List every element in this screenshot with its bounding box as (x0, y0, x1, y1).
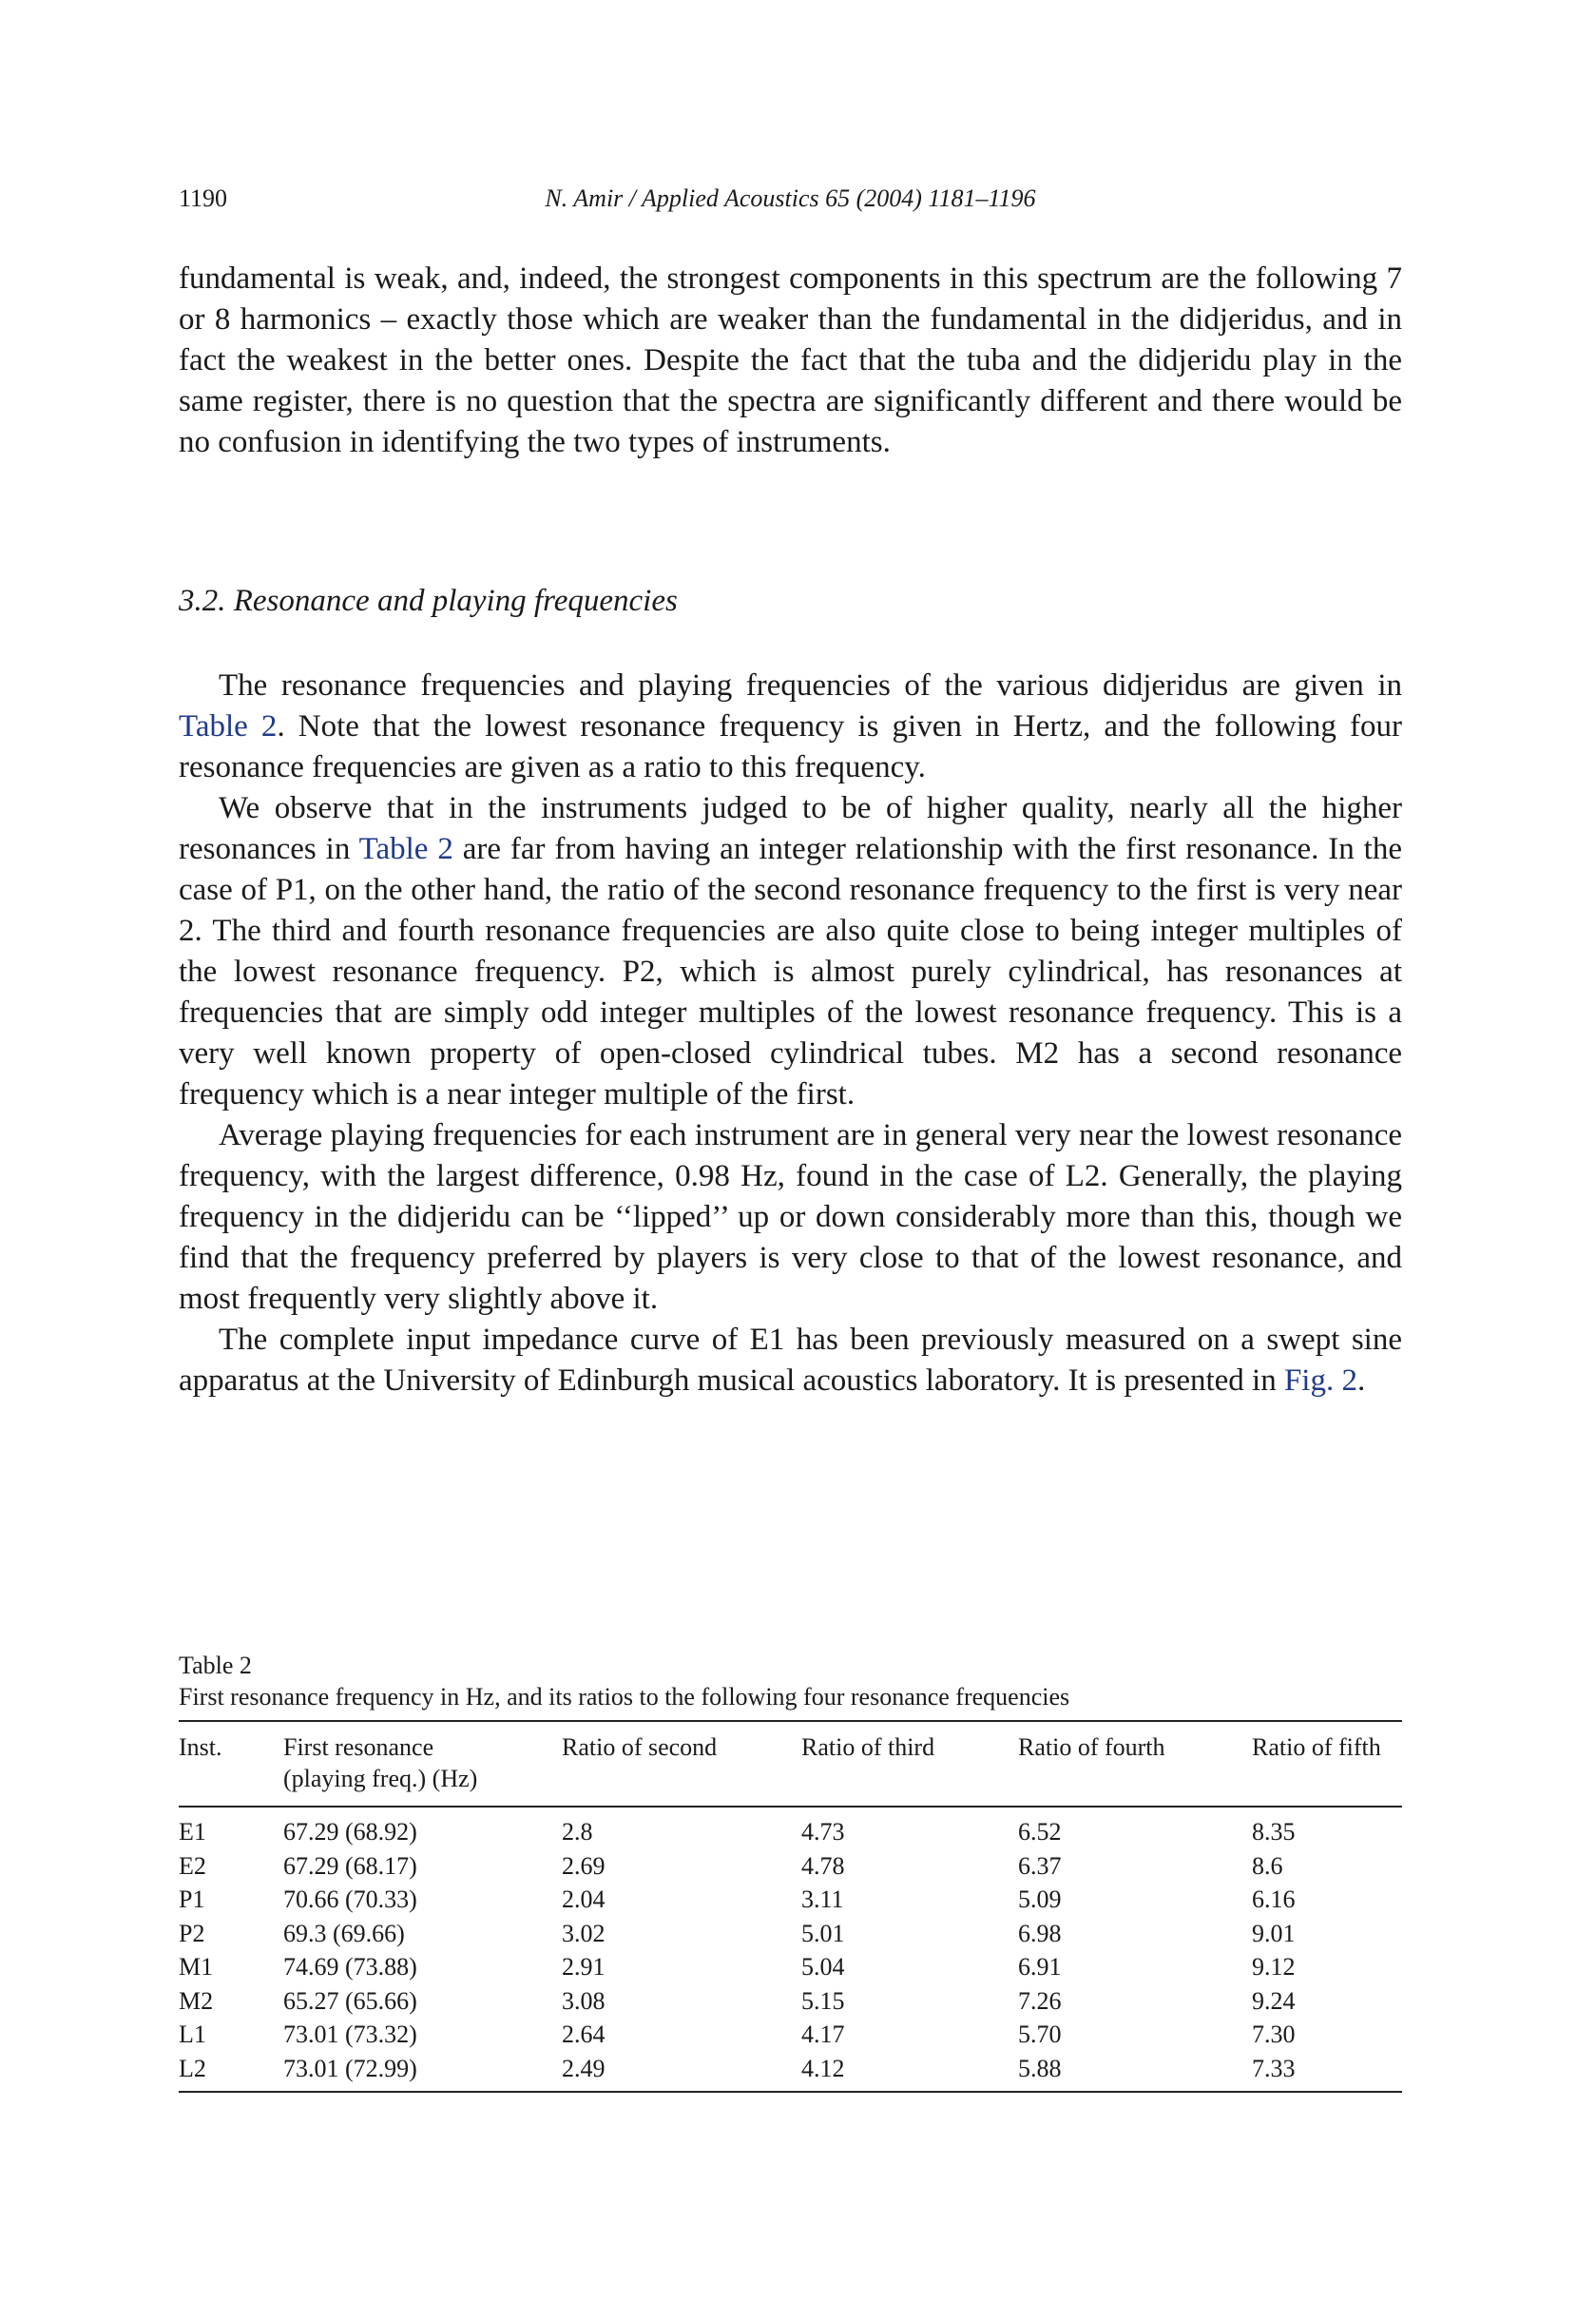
running-head (179, 184, 1402, 219)
table-cell: 8.35 (1252, 1818, 1296, 1846)
table-row (179, 1950, 1402, 1984)
column-header: Ratio of fifth (1252, 1721, 1402, 1807)
table-row (179, 1917, 1402, 1951)
section-heading: 3.2. Resonance and playing frequencies (179, 584, 678, 618)
table-cell: 8.6 (1252, 1851, 1283, 1880)
instrument-cell: P2 (179, 1919, 205, 1947)
table-cell: 6.98 (1018, 1919, 1062, 1947)
paragraph (179, 1320, 1402, 1402)
body-block-2 (179, 666, 1402, 1402)
table-cell: 69.3 (69.66) (283, 1919, 405, 1947)
table-cell: 9.24 (1252, 1986, 1296, 2015)
paragraph: Average playing frequencies for each instrument are in general very near the lowest resonance frequency, with the largest difference, 0.98 Hz, found in the case of L2. Generally, the playing frequency in the didjeridu can be ‘‘lipped’’ up or down considerably more than this, though we find that the frequency preferred by players is very close to that of the lowest resonance, and most frequently very slightly above it. (179, 1118, 1402, 1316)
table-cell: 73.01 (72.99) (283, 2052, 562, 2093)
instrument-cell: L1 (179, 2020, 206, 2048)
table-cell: 74.69 (73.88) (283, 1953, 417, 1981)
instrument-cell: P1 (179, 1885, 205, 1913)
table-cell: 7.26 (1018, 1986, 1062, 2015)
instrument-cell: E1 (179, 1818, 206, 1846)
table-cell: 3.02 (562, 1919, 606, 1947)
table-2-link[interactable]: Table 2 (179, 709, 278, 744)
paragraph (179, 666, 1402, 788)
table-cell: 6.91 (1018, 1953, 1062, 1981)
paragraph-text: The complete input impedance curve of E1 has been previously measured on a swept sine apparatus at the University of Edinburgh musical acoustics laboratory. It is presented in (179, 1323, 1402, 1398)
table-row (179, 2018, 1402, 2052)
instrument-cell: L2 (179, 2052, 283, 2093)
table-cell: 2.91 (562, 1953, 606, 1981)
table-cell: 6.37 (1018, 1851, 1062, 1880)
table-cell: 3.08 (562, 1986, 606, 2015)
figure-2-link[interactable]: Fig. 2 (1283, 1363, 1357, 1398)
table-cell: 70.66 (70.33) (283, 1885, 417, 1913)
journal-citation: N. Amir / Applied Acoustics 65 (2004) 1181–1196 (545, 184, 1036, 212)
table-cell: 9.12 (1252, 1953, 1296, 1981)
instrument-cell: E2 (179, 1851, 206, 1880)
table-cell: 2.04 (562, 1885, 606, 1913)
table-cell: 6.16 (1252, 1885, 1296, 1913)
table-cell: 2.49 (562, 2052, 801, 2093)
table-2 (179, 1650, 1402, 2093)
table-cell: 5.04 (801, 1953, 845, 1981)
table-cell: 2.69 (562, 1851, 606, 1880)
table-row (179, 2052, 1402, 2093)
column-header (283, 1721, 562, 1807)
table-cell: 5.09 (1018, 1885, 1062, 1913)
column-header-line: (playing freq.) (Hz) (283, 1765, 478, 1792)
table-cell: 67.29 (68.92) (283, 1818, 417, 1846)
table-cell: 7.33 (1252, 2052, 1402, 2093)
table-cell: 6.52 (1018, 1818, 1062, 1846)
table-cell: 5.88 (1018, 2052, 1252, 2093)
table-cell: 4.73 (801, 1818, 845, 1846)
column-header: Ratio of third (801, 1721, 1018, 1807)
table-cell: 5.70 (1018, 2020, 1062, 2048)
table-cell: 9.01 (1252, 1919, 1296, 1947)
column-header-line: First resonance (283, 1733, 434, 1761)
paragraph (179, 788, 1402, 1115)
table-cell: 67.29 (68.17) (283, 1851, 417, 1880)
instrument-cell: M2 (179, 1986, 214, 2015)
table-cell: 65.27 (65.66) (283, 1986, 417, 2015)
table-cell: 4.12 (801, 2052, 1018, 2093)
table-row (179, 1883, 1402, 1917)
table-row (179, 1849, 1402, 1884)
table-cell: 3.11 (801, 1885, 844, 1913)
table-row (179, 1807, 1402, 1849)
table-cell: 2.64 (562, 2020, 606, 2048)
paragraph-text: . (1356, 1363, 1366, 1398)
table-cell: 4.17 (801, 2020, 845, 2048)
column-header: Inst. (179, 1721, 283, 1807)
page-number: 1190 (179, 184, 228, 212)
table-2-link[interactable]: Table 2 (358, 832, 453, 866)
body-block-1 (179, 259, 1402, 463)
paragraph: fundamental is weak, and, indeed, the strongest components in this spectrum are the following 7 or 8 harmonics – exactly those which are weaker than the fundamental in the didjeridus, and in fact the weakest in the better ones. Despite the fact that the tuba and the didjeridu play in the same register, there is no question that the spectra are significantly different and there would be no confusion in identifying the two types of instruments. (179, 261, 1402, 459)
table-cell: 73.01 (73.32) (283, 2020, 417, 2048)
table-cell: 4.78 (801, 1851, 845, 1880)
paragraph-text: are far from having an integer relationship with the first resonance. In the case of P1, on the other hand, the ratio of the second resonance frequency to the first is very near 2. The third and fourth resonance frequencies are also quite close to being integer multiples of the lowest resonance frequency. P2, which is almost purely cylindrical, has resonances at frequencies that are simply odd integer multiples of the lowest resonance frequency. This is a very well known property of open-closed cylindrical tubes. M2 has a second resonance frequency which is a near integer multiple of the first. (179, 832, 1402, 1112)
column-header: Ratio of fourth (1018, 1721, 1252, 1807)
table-label: Table 2 (179, 1652, 252, 1679)
table-cell: 5.15 (801, 1986, 845, 2015)
instrument-cell: M1 (179, 1953, 214, 1981)
table-body (179, 1807, 1402, 2092)
table-header-row (179, 1721, 1402, 1807)
resonance-table (179, 1720, 1402, 2093)
paragraph-text: We observe that in the instruments judged to be of higher quality, nearly all the higher resonances in (179, 791, 1402, 866)
table-cell: 7.30 (1252, 2020, 1296, 2048)
paragraph-text: . Note that the lowest resonance frequency is given in Hertz, and the following four resonance frequencies are given as a ratio to this frequency. (179, 709, 1402, 784)
column-header: Ratio of second (562, 1721, 801, 1807)
table-cell: 5.01 (801, 1919, 845, 1947)
table-cell: 2.8 (562, 1818, 593, 1846)
table-caption: First resonance frequency in Hz, and its ratios to the following four resonance frequencies (179, 1683, 1070, 1711)
paragraph-text: The resonance frequencies and playing frequencies of the various didjeridus are given in (219, 668, 1402, 703)
table-row (179, 1984, 1402, 2019)
